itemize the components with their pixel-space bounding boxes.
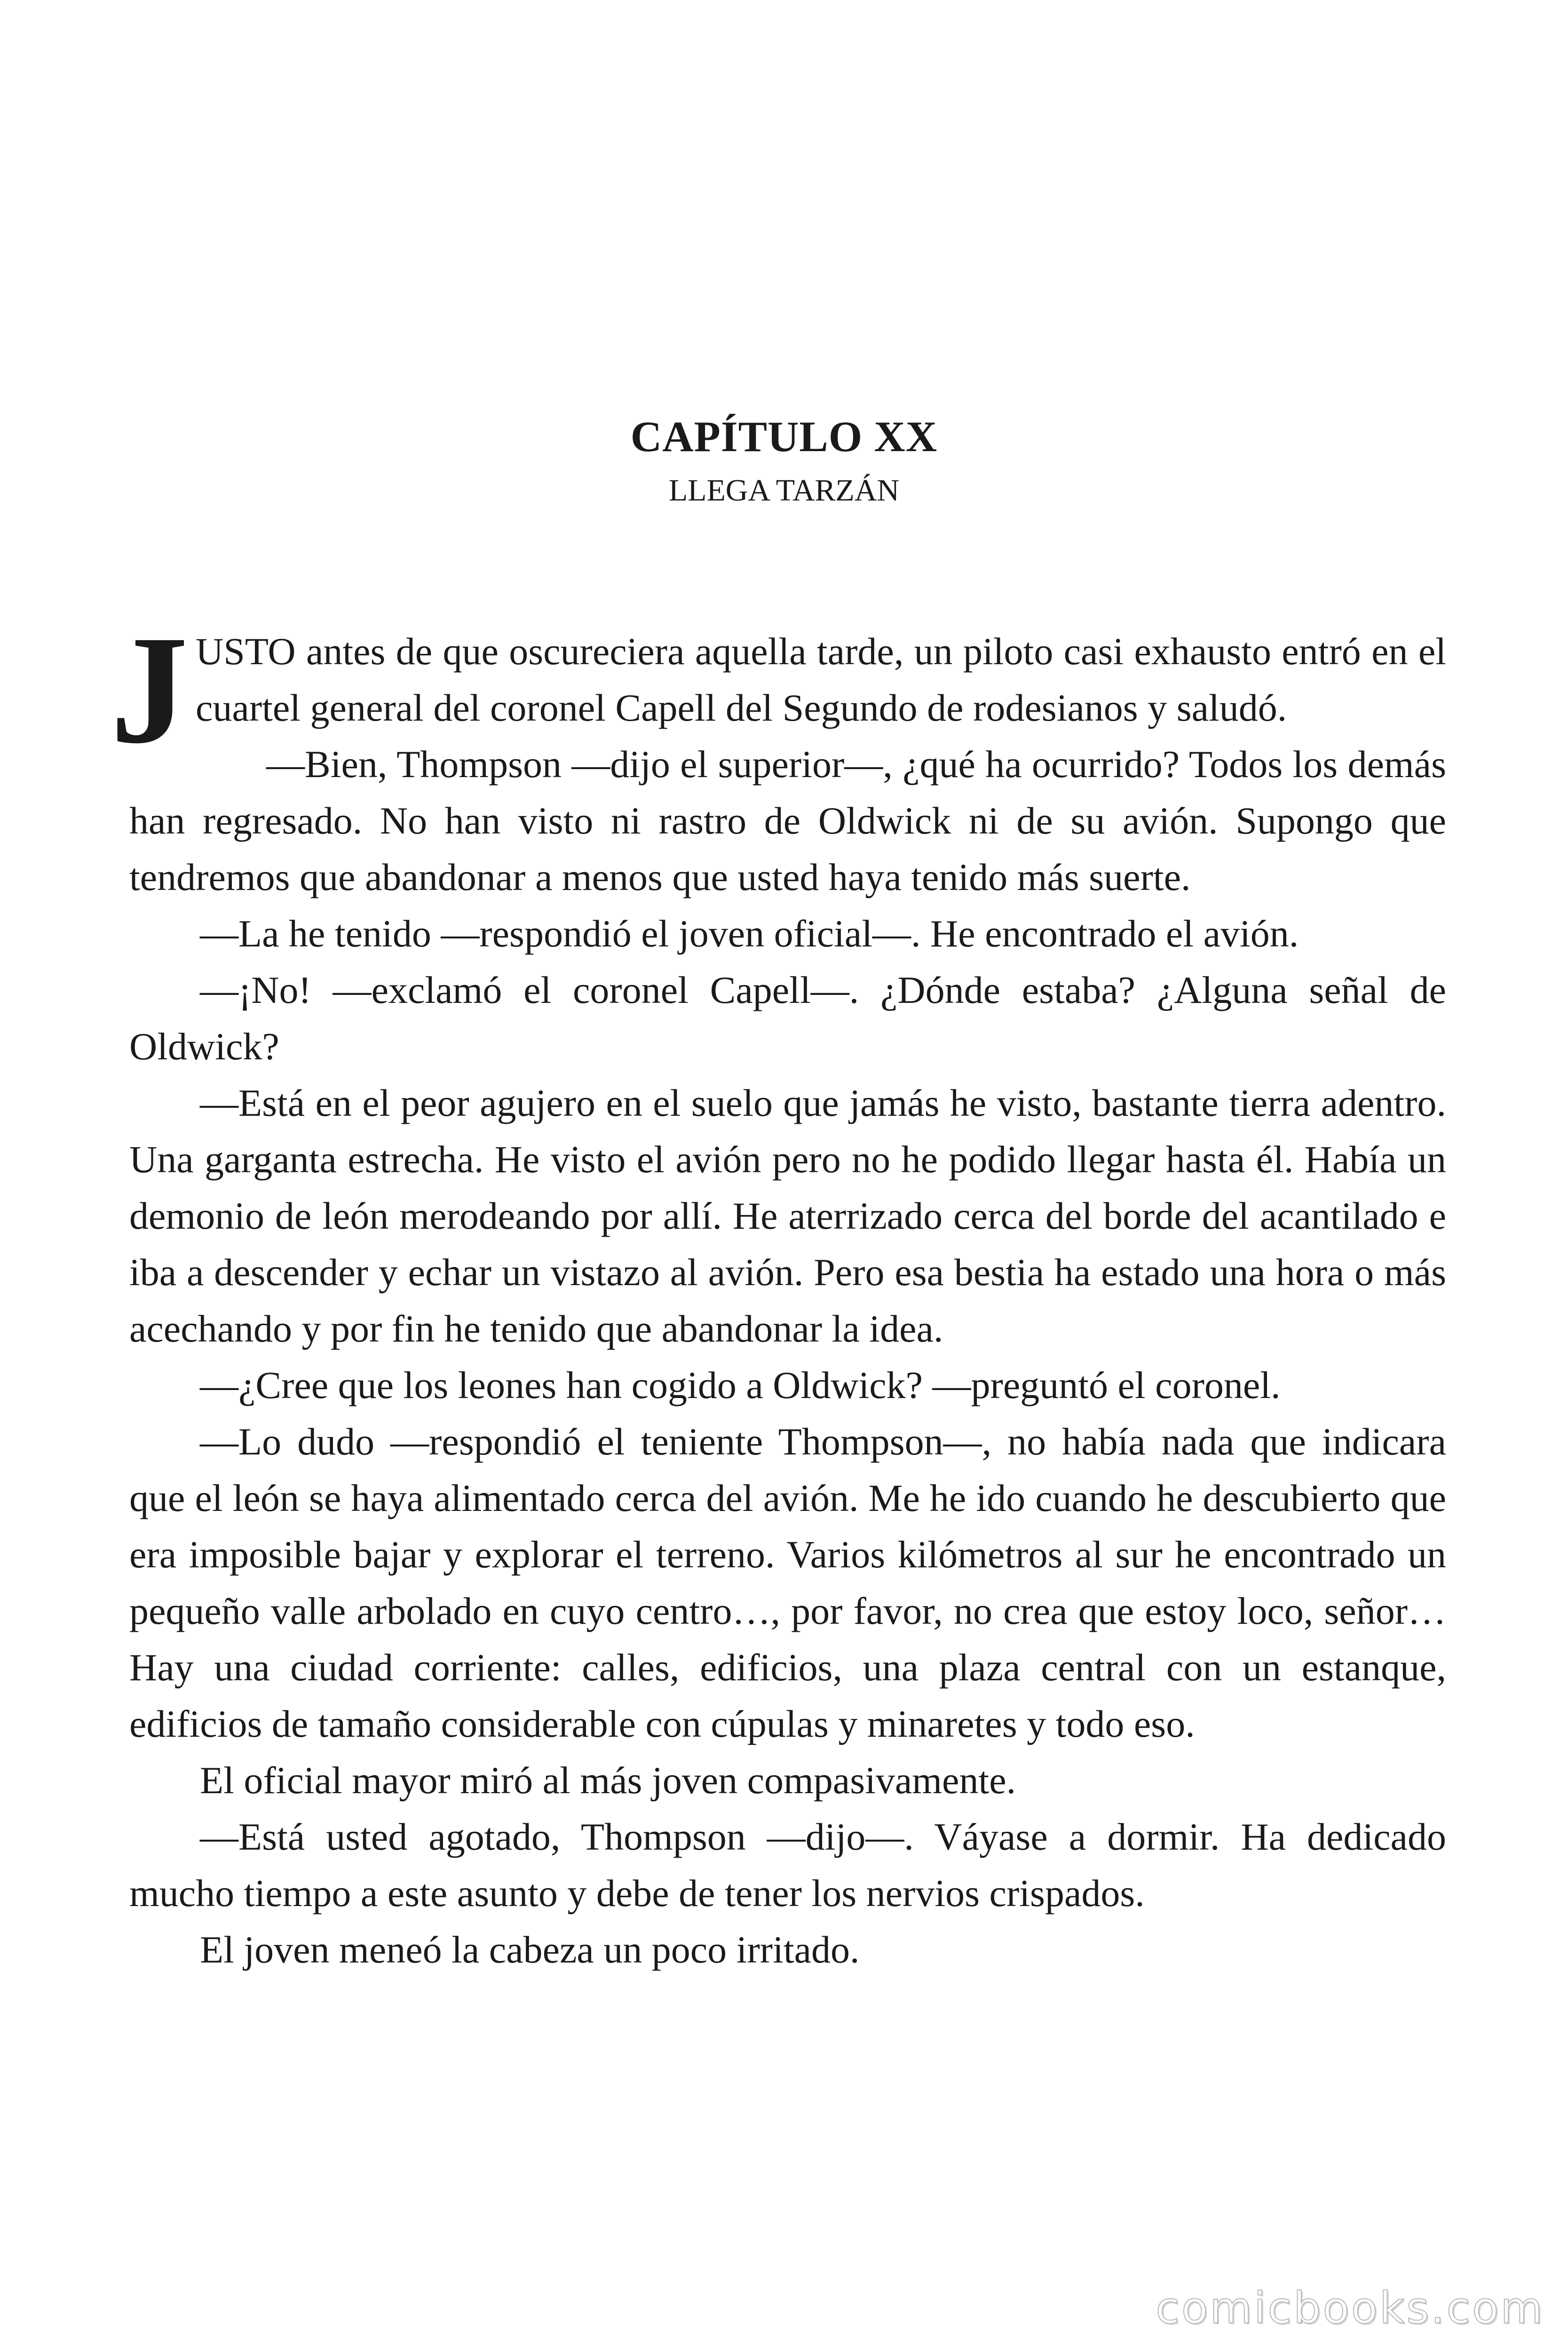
paragraph-6: —¿Cree que los leones han cogido a Oldwick? —preguntó el coronel.: [200, 1364, 1281, 1406]
paragraph-text: USTO antes de que oscureciera aquella tarde, un piloto casi exhausto entró en el cuartel general del coronel Capell del Segundo de rodesianos y saludó.: [196, 630, 1446, 729]
paragraph-5: —Está en el peor agujero en el suelo que jamás he visto, bastante tierra adentro. Una garganta estrecha. He visto el avión pero no he podido llegar hasta él. Había un demonio de león merodeando por allí. He aterrizado cerca del borde del acantilado e iba a descender y echar un vistazo al avión. Pero esa bestia ha estado una hora o más acechando y por fin he tenido que abandonar la idea.: [129, 1081, 1446, 1350]
paragraph-7: —Lo dudo —respondió el teniente Thompson—, no había nada que indicara que el león se haya alimentado cerca del avión. Me he ido cuando he descubierto que era imposible bajar y explorar el terreno. Varios kilómetros al sur he encontrado un pequeño valle arbolado en cuyo centro…, por favor, no crea que estoy loco, señor… Hay una ciudad corriente: calles, edificios, una plaza central con un estanque, edificios de tamaño considerable con cúpulas y minaretes y todo eso.: [129, 1420, 1446, 1745]
watermark-text: comicbooks.com: [1156, 2283, 1544, 2333]
paragraph-4: —¡No! —exclamó el coronel Capell—. ¿Dónde estaba? ¿Alguna señal de Oldwick?: [129, 969, 1446, 1068]
drop-cap: J: [111, 604, 188, 776]
chapter-title: CAPÍTULO XX: [630, 412, 938, 461]
paragraph-10: El joven meneó la cabeza un poco irritado.: [200, 1928, 860, 1971]
paragraph-1: [111, 604, 1446, 776]
chapter-subtitle: LLEGA TARZÁN: [668, 473, 900, 508]
chapter-body: [111, 604, 1446, 1978]
paragraph-2: —Bien, Thompson —dijo el superior—, ¿qué ha ocurrido? Todos los demás han regresado. No han visto ni rastro de Oldwick ni de su avión. Supongo que tendremos que abandonar a menos que usted haya tenido más suerte.: [129, 743, 1446, 898]
paragraph-3: —La he tenido —respondió el joven oficial—. He encontrado el avión.: [200, 912, 1299, 955]
paragraph-8: El oficial mayor miró al más joven compasivamente.: [200, 1759, 1016, 1802]
paragraph-9: —Está usted agotado, Thompson —dijo—. Váyase a dormir. Ha dedicado mucho tiempo a este asunto y debe de tener los nervios crispados.: [129, 1815, 1446, 1915]
